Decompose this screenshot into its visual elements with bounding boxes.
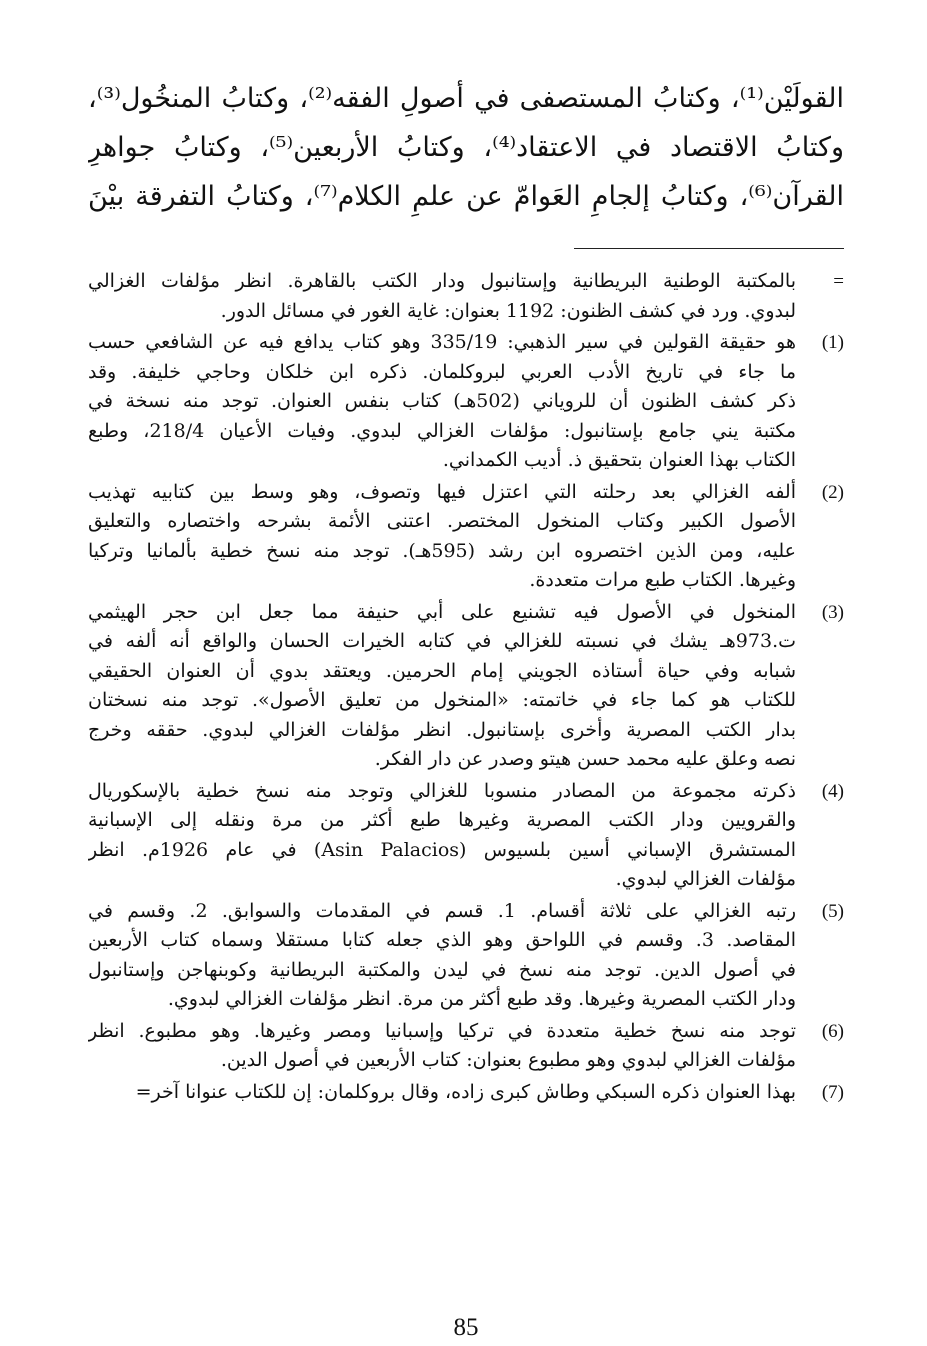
footnote-line: لبدوي. ورد في كشف الظنون: 1192 بعنوان: غاية الغور في مسائل الدور. (220, 299, 796, 322)
main-text-line: القولَيْن⁽¹⁾، وكتابُ المستصفى في أصولِ الفقه⁽²⁾، وكتابُ المنخُول⁽³⁾، (88, 83, 844, 114)
main-text-line: وكتابُ الاقتصاد في الاعتقاد⁽⁴⁾، وكتابُ الأربعين⁽⁵⁾، وكتابُ جواهرِ (88, 132, 844, 163)
footnote-line: ذكرته مجموعة من المصادر منسوبا للغزالي وتوجد منه نسخ خطية بالإسكوريال (88, 779, 796, 802)
footnote-separator (574, 248, 844, 249)
footnote-marker: (4) (821, 780, 844, 802)
footnote-line: للكتاب هو كما جاء في خاتمته: «المنخول من تعليق الأصول». توجد منه نسختان (88, 689, 796, 711)
footnote-continuation (88, 267, 844, 326)
footnotes (88, 267, 844, 1109)
footnote-marker: (6) (821, 1020, 844, 1042)
footnote-line: بالمكتبة الوطنية البريطانية وإستانبول ودار الكتب بالقاهرة. انظر مؤلفات الغزالي (88, 270, 796, 292)
footnote-line: مكتبة يني جامع بإستانبول: مؤلفات الغزالي لبدوي. وفيات الأعيان 218/4، وطبع (88, 419, 796, 442)
footnote-1 (88, 328, 844, 476)
footnote-body (88, 897, 796, 1015)
footnote-body (88, 598, 796, 775)
footnote-marker: (7) (821, 1081, 844, 1103)
footnote-line: مؤلفات الغزالي لبدوي وهو مطبوع بعنوان: كتاب الأربعين في أصول الدين. (220, 1049, 796, 1071)
footnote-marker: (1) (821, 332, 844, 353)
footnote-marker: = (833, 271, 844, 292)
footnote-line: ودار الكتب المصرية وغيرها. وقد طبع أكثر من مرة. انظر مؤلفات الغزالي لبدوي. (167, 988, 796, 1010)
main-text (88, 70, 844, 221)
footnote-line: في أصول الدين. توجد منه نسخ في ليدن والمكتبة البريطانية وكوبنهاجن وإستانبول (88, 958, 796, 981)
document-page (88, 70, 844, 1341)
footnote-line: المستشرق الإسباني أسين بلسيوس (Asin Palacios) في عام 1926م. انظر (88, 838, 796, 861)
footnote-line: بدار الكتب المصرية وأخرى بإستانبول. انظر مؤلفات الغزالي لبدوي. حققه وخرج (88, 718, 796, 741)
footnote-marker: (3) (821, 601, 844, 623)
footnote-marker: (2) (821, 481, 844, 503)
footnote-line: ذكر كشف الظنون أن للروياني (502هـ) كتاب بنفس العنوان. توجد منه نسخة في (88, 390, 796, 412)
footnote-5 (88, 897, 844, 1015)
footnote-line: المنخول في الأصول فيه تشنيع على أبي حنيفة مما جعل ابن حجر الهيثمي (88, 600, 796, 623)
footnote-marker: (5) (821, 900, 844, 922)
footnote-line: الأصول الكبير وكتاب المنخول المختصر. اعتنى الأئمة بشرحه واختصاره والتعليق (88, 510, 796, 532)
main-text-line: القرآن⁽⁶⁾، وكتابُ إلجامِ العَوامّ عن علمِ الكلام⁽⁷⁾، وكتابُ التفرقة بيْنَ (88, 181, 844, 212)
footnote-line: بهذا العنوان ذكره السبكي وطاش كبرى زاده، وقال بروكلمان: إن للكتاب عنوانا آخر= (135, 1080, 796, 1103)
footnote-3 (88, 598, 844, 775)
footnote-line: ما جاء في تاريخ الأدب العربي لبروكلمان. ذكره ابن خلكان وحاجي خليفة. وقد (88, 360, 796, 383)
footnote-line: ألفه الغزالي بعد رحلته التي اعتزل فيها وتصوف، وهو وسط بين كتابيه تهذيب (88, 480, 796, 503)
footnote-7 (88, 1078, 844, 1108)
footnote-line: شبابه وفي حياة أستاذه الجويني إمام الحرمين. ويعتقد بدوي أن العنوان الحقيقي (88, 659, 796, 682)
footnote-body (88, 478, 796, 596)
footnote-line: مؤلفات الغزالي لبدوي. (615, 868, 796, 890)
footnote-line: والقرويين ودار الكتب المصرية وغيرها طبع أكثر من مرة ونقله إلى الإسبانية (88, 809, 796, 831)
footnote-line: نصه وعلق عليه محمد حسن هيتو وصدر عن دار الفكر. (374, 748, 796, 770)
footnote-line: ت.973هـ يشك في نسبته للغزالي في كتابه الخيرات الحسان والواقع أنه ألفه في (88, 630, 796, 652)
footnote-body (88, 1078, 796, 1108)
footnote-body (88, 1017, 796, 1076)
footnote-6 (88, 1017, 844, 1076)
footnote-line: وغيرها. الكتاب طبع مرات متعددة. (529, 569, 796, 591)
footnote-line: عليه، ومن الذين اختصروه ابن رشد (595هـ). توجد منه نسخ خطية بألمانيا وتركيا (88, 539, 796, 562)
footnote-line: الكتاب بهذا العنوان بتحقيق ذ. أديب الكمداني. (442, 449, 796, 471)
footnote-body (88, 328, 796, 476)
footnote-2 (88, 478, 844, 596)
footnote-4 (88, 777, 844, 895)
footnote-line: رتبه الغزالي على ثلاثة أقسام. 1. قسم في المقدمات والسوابق. 2. وقسم في (88, 899, 796, 922)
footnote-line: المقاصد. 3. وقسم في اللواحق وهو الذي جعله كتابا مستقلا وسماه كتاب الأربعين (88, 929, 796, 951)
page-number: 85 (453, 1314, 479, 1341)
footnote-body (88, 777, 796, 895)
footnote-body (88, 267, 796, 326)
footnote-line: توجد منه نسخ خطية متعددة في تركيا وإسبانيا ومصر وغيرها. وهو مطبوع. انظر (88, 1019, 796, 1042)
footnote-line: هو حقيقة القولين في سير الذهبي: 335/19 وهو كتاب يدافع فيه عن الشافعي حسب (88, 331, 796, 353)
